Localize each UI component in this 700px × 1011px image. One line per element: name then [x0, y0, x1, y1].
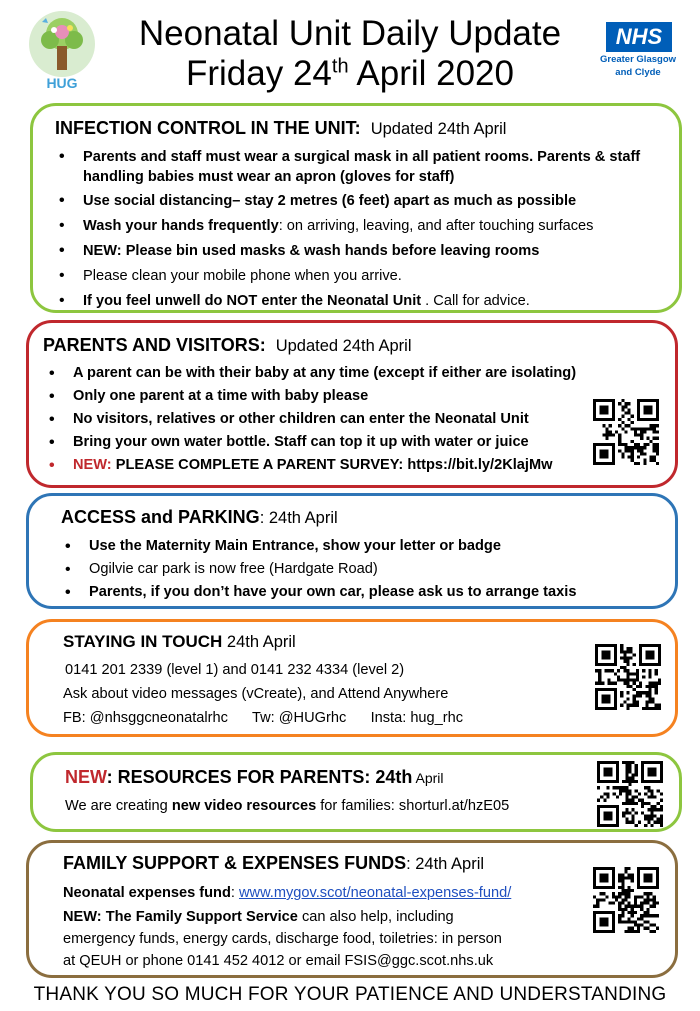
nhs-sub2: and Clyde: [615, 67, 661, 78]
list-item: • Use social distancing– stay 2 metres (6 feet) apart as much as possible: [53, 190, 653, 212]
resources-text: We are creating new video resources for families: shorturl.at/hzE05: [65, 798, 510, 814]
page-date: Friday 24th April 2020: [186, 54, 514, 93]
list-item: • A parent can be with their baby at any time (except if either are isolating): [43, 362, 576, 385]
list-item: • Only one parent at a time with baby please: [43, 385, 576, 408]
family-heading: FAMILY SUPPORT & EXPENSES FUNDS: 24th April: [63, 853, 485, 873]
touch-social: FB: @nhsggcneonatalrhc Tw: @HUGrhc Insta: hug_rhc: [63, 710, 464, 726]
family-contact-line: at QEUH or phone 0141 452 4012 or email FSIS@ggc.scot.nhs.uk: [63, 953, 494, 969]
touch-heading: STAYING IN TOUCH 24th April: [63, 632, 296, 651]
hug-logo-icon: [28, 10, 96, 90]
footer-thanks: THANK YOU SO MUCH FOR YOUR PATIENCE AND UNDERSTANDING: [33, 984, 667, 1005]
hug-label: HUG: [46, 75, 78, 91]
parents-visitors-section: [26, 320, 678, 488]
neonatal-fund-link[interactable]: www.mygov.scot/neonatal-expenses-fund/: [238, 885, 512, 901]
resources-heading: NEW: RESOURCES FOR PARENTS: 24th April: [65, 767, 444, 787]
qr-code-icon: [593, 867, 659, 933]
list-item: • Please clean your mobile phone when you arrive.: [53, 265, 653, 287]
nhs-logo: [598, 22, 678, 82]
qr-code-icon: [593, 399, 659, 465]
list-item: • Ogilvie car park is now free (Hardgate Road): [59, 558, 576, 581]
page-header: [0, 0, 700, 100]
list-item: • Bring your own water bottle. Staff can top it up with water or juice: [43, 431, 576, 454]
list-item: • Parents, if you don’t have your own car, please ask us to arrange taxis: [59, 581, 576, 604]
qr-code-icon: [597, 761, 663, 827]
list-item: • Use the Maternity Main Entrance, show your letter or badge: [59, 535, 576, 558]
list-item: • Wash your hands frequently: on arriving, leaving, and after touching surfaces: [53, 215, 653, 237]
list-item: • NEW: PLEASE COMPLETE A PARENT SURVEY: https://bit.ly/2KlajMw: [43, 454, 576, 477]
list-item: • If you feel unwell do NOT enter the Neonatal Unit . Call for advice.: [53, 290, 653, 312]
page-title: Neonatal Unit Daily Update: [138, 14, 562, 53]
infection-heading: INFECTION CONTROL IN THE UNIT: Updated 24th April: [55, 118, 507, 138]
family-fund-line: Neonatal expenses fund: www.mygov.scot/neonatal-expenses-fund/: [63, 885, 512, 901]
family-service-line: NEW: The Family Support Service can also help, including: [63, 909, 454, 925]
infection-control-section: [30, 103, 682, 313]
nhs-logo-text: NHS: [606, 22, 672, 52]
touch-phones: 0141 201 2339 (level 1) and 0141 232 4334 (level 2): [65, 662, 405, 678]
nhs-sub1: Greater Glasgow: [599, 54, 677, 65]
list-item: • No visitors, relatives or other children can enter the Neonatal Unit: [43, 408, 576, 431]
resources-section: [30, 752, 682, 832]
family-help-line: emergency funds, energy cards, discharge food, toiletries: in person: [63, 931, 502, 947]
parents-heading: PARENTS AND VISITORS: Updated 24th April: [43, 335, 412, 355]
touch-video: Ask about video messages (vCreate), and Attend Anywhere: [63, 686, 449, 702]
qr-code-icon: [595, 644, 661, 710]
list-item: • Parents and staff must wear a surgical mask in all patient rooms. Parents & staff handling babies must wear an apron (gloves for staff): [53, 147, 653, 187]
access-heading: ACCESS and PARKING: 24th April: [61, 507, 338, 527]
access-parking-section: [26, 493, 678, 609]
staying-in-touch-section: [26, 619, 678, 737]
list-item: • NEW: Please bin used masks & wash hands before leaving rooms: [53, 240, 653, 262]
family-support-section: [26, 840, 678, 978]
